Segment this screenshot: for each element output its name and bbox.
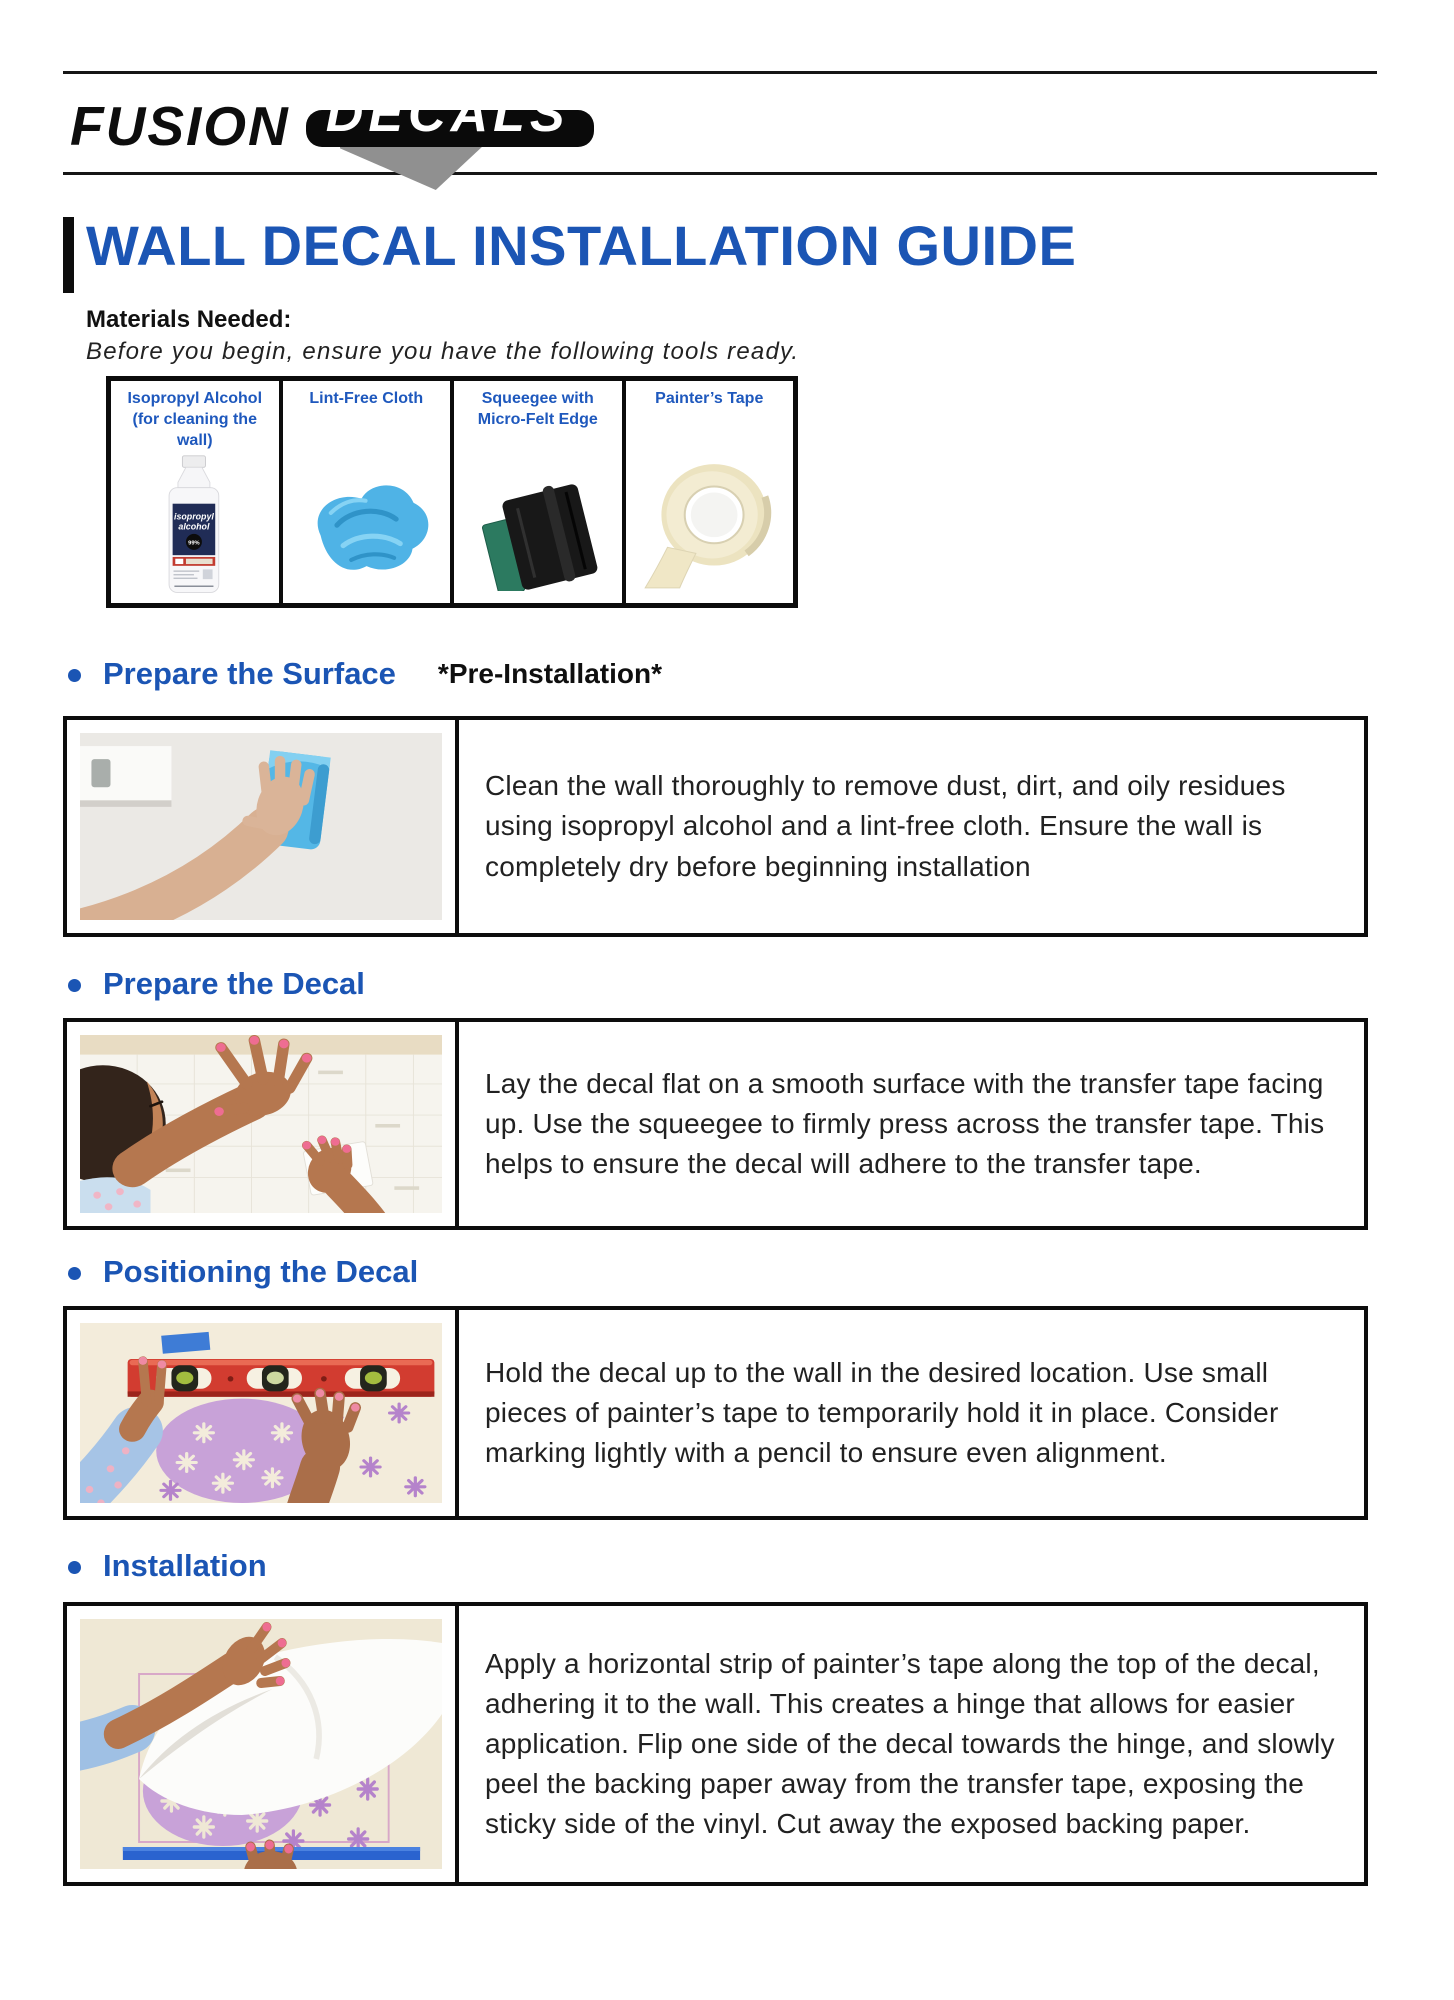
bullet-icon xyxy=(68,1561,81,1574)
lint-free-cloth-icon xyxy=(287,451,447,599)
instruction-box-prepare-decal xyxy=(63,1018,1368,1230)
squeegee-art xyxy=(461,459,614,592)
level-alignment-photo xyxy=(80,1323,442,1503)
fusion-decals-logo xyxy=(70,84,594,168)
alcohol-bottle-art xyxy=(146,454,244,596)
material-label: Isopropyl Alcohol (for cleaning the wall) xyxy=(127,390,263,449)
section-heading-positioning xyxy=(63,1254,418,1290)
bullet-icon xyxy=(68,1267,81,1280)
material-label: Squeegee with Micro-Felt Edge xyxy=(477,390,598,428)
cloth-art xyxy=(290,464,443,586)
section-title: Prepare the Surface xyxy=(103,656,396,691)
logo-decals-text: DECALS xyxy=(325,85,570,143)
text-cell xyxy=(459,1606,1364,1882)
peel-backing-photo xyxy=(80,1619,442,1869)
bullet-icon xyxy=(68,979,81,992)
top-rule xyxy=(63,71,1377,74)
text-cell xyxy=(459,1310,1364,1516)
wall-cleaning-photo xyxy=(80,733,442,920)
bottom-hand xyxy=(244,1841,297,1870)
section-title: Positioning the Decal xyxy=(103,1254,419,1289)
material-cell-tape xyxy=(626,381,794,603)
instruction-text: Clean the wall thoroughly to remove dust, dirt, and oily residues using isopropyl alcohol and a lint-free cloth. Ensure the wall is completely dry before beginning installation xyxy=(485,770,1286,882)
material-cell-alcohol xyxy=(111,381,279,603)
material-label: Lint-Free Cloth xyxy=(309,390,424,407)
bottle-label-line1: isopropyl xyxy=(173,511,214,522)
section-heading-prepare-surface xyxy=(63,656,662,692)
material-cell-squeegee xyxy=(454,381,622,603)
logo-decals-badge xyxy=(306,85,594,147)
pre-installation-note: *Pre-Installation* xyxy=(437,658,662,689)
instruction-box-positioning xyxy=(63,1306,1368,1520)
isopropyl-alcohol-bottle-icon xyxy=(115,451,275,599)
materials-subheading: Before you begin, ensure you have the following tools ready. xyxy=(86,338,800,365)
material-label: Painter’s Tape xyxy=(655,390,764,407)
title-accent-bar xyxy=(63,217,74,293)
felt-edge-squeegee-icon xyxy=(458,451,618,599)
tape-roll-art xyxy=(633,454,785,596)
logo-fusion-text: FUSION xyxy=(70,95,290,157)
material-cell-cloth xyxy=(283,381,451,603)
text-cell xyxy=(459,720,1364,933)
materials-table xyxy=(106,376,798,608)
materials-heading: Materials Needed: xyxy=(86,306,292,333)
page-title: WALL DECAL INSTALLATION GUIDE xyxy=(86,214,1077,277)
section-heading-installation xyxy=(63,1548,267,1584)
logo-decals-badge-wrap xyxy=(306,85,594,143)
squeegee-press-photo xyxy=(80,1035,442,1213)
text-cell xyxy=(459,1022,1364,1226)
bullet-icon xyxy=(68,669,81,682)
photo-cell xyxy=(67,1310,459,1516)
section-heading-prepare-decal xyxy=(63,966,365,1002)
painters-tape-roll-icon xyxy=(630,451,790,599)
bottle-percent: 99% xyxy=(188,540,200,547)
photo-cell xyxy=(67,720,459,933)
instruction-box-installation xyxy=(63,1602,1368,1886)
section-title: Prepare the Decal xyxy=(103,966,365,1001)
section-title: Installation xyxy=(103,1548,267,1583)
instruction-text: Apply a horizontal strip of painter’s tape along the top of the decal, adhering it to the wall. This creates a hinge that allows for easier application. Flip one side of the decal towards the hinge, and slowly peel the backing paper away from the transfer tape, exposing the sticky side of the vinyl. Cut away the exposed backing paper. xyxy=(485,1647,1335,1840)
photo-cell xyxy=(67,1022,459,1226)
bottle-label-line2: alcohol xyxy=(178,521,210,532)
spirit-level xyxy=(128,1359,435,1397)
instruction-text: Hold the decal up to the wall in the desired location. Use small pieces of painter’s tape to temporarily hold it in place. Consider marking lightly with a pencil to ensure even alignment. xyxy=(485,1356,1279,1469)
instruction-text: Lay the decal flat on a smooth surface with the transfer tape facing up. Use the squeegee to firmly press across the transfer tape. This helps to ensure the decal will adhere to the transfer tape. xyxy=(485,1067,1325,1180)
instruction-box-prepare-surface xyxy=(63,716,1368,937)
photo-cell xyxy=(67,1606,459,1882)
bottom-rule xyxy=(63,172,1377,175)
